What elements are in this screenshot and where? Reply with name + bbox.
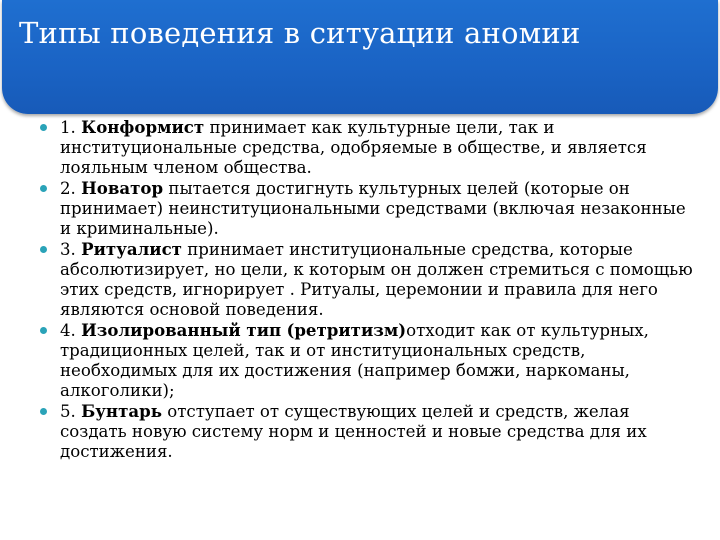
slide-title: Типы поведения в ситуации аномии (19, 16, 581, 50)
item-term: Изолированный тип (81, 320, 282, 340)
item-number: 5. (60, 402, 76, 421)
item-term-close: ) (398, 320, 407, 340)
item-text: принимает институциональные средства, которые абсолютизирует, но цели, к которым он должен стремиться с помощью этих средств, игнорирует . Ритуалы, церемонии и правила для него являются основой поведения. (60, 240, 693, 319)
item-number: 2. (60, 179, 76, 198)
title-banner (2, 0, 718, 114)
item-term: Ритуалист (81, 239, 182, 259)
item-number: 3. (60, 240, 76, 259)
item-term: Бунтарь (81, 401, 162, 421)
item-term-extra: ретритизм (294, 320, 399, 340)
item-term: Конформист (81, 117, 205, 137)
item-term: Новатор (81, 178, 164, 198)
bullet-icon (40, 185, 47, 192)
list-item-rebel (38, 401, 698, 462)
item-number: 4. (60, 321, 76, 340)
list-item-conformist (38, 117, 698, 178)
list-item-retreatist (38, 320, 698, 401)
bullet-icon (40, 327, 47, 334)
bullet-icon (40, 246, 47, 253)
item-text: отступает от существующих целей и средств, желая создать новую систему норм и ценностей и новые средства для их достижения. (60, 402, 647, 461)
item-term-open: ( (286, 320, 295, 340)
behavior-types-list (38, 117, 698, 462)
list-item-ritualist (38, 239, 698, 320)
bullet-icon (40, 124, 47, 131)
item-text: отходит как от культурных, традиционных целей, так и от институциональных средств, необходимых для их достижения (например бомжи, наркоманы, алкоголики); (60, 321, 649, 400)
item-text: принимает как культурные цели, так и институциональные средства, одобряемые в обществе, и является лояльным членом общества. (60, 118, 647, 177)
list-item-innovator (38, 178, 698, 239)
bullet-icon (40, 408, 47, 415)
item-number: 1. (60, 118, 76, 137)
item-text: пытается достигнуть культурных целей (которые он принимает) неинституциональными средствами (включая незаконные и криминальные). (60, 179, 686, 238)
